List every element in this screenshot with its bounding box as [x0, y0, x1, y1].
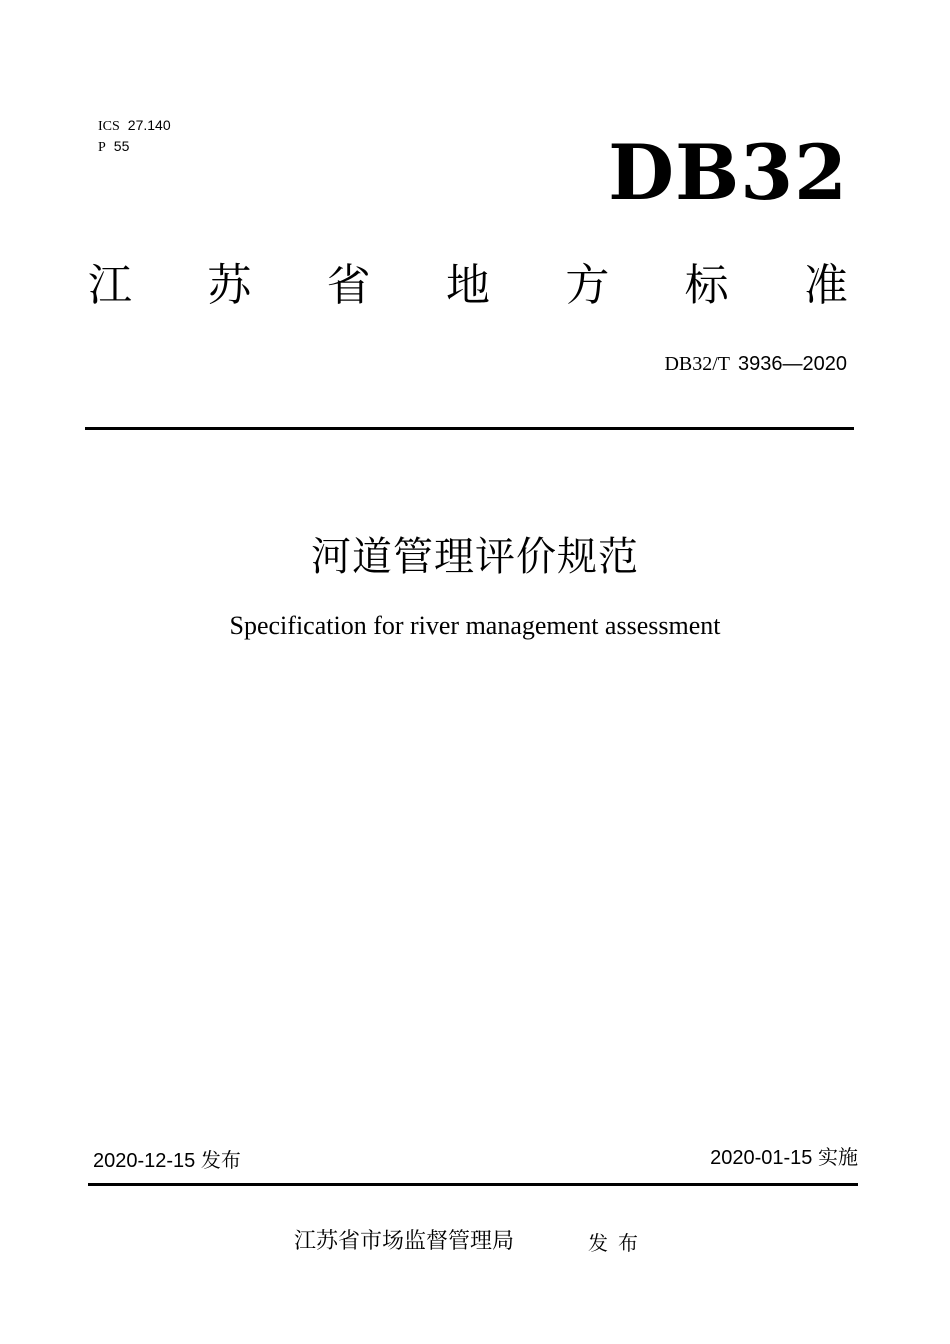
standard-number-prefix: DB32/T [664, 353, 731, 375]
standard-type-char: 标 [684, 260, 729, 311]
standard-type-heading [88, 258, 848, 314]
standard-number-value: 3936—2020 [738, 353, 847, 375]
standard-type-char: 省 [326, 260, 371, 311]
header-divider [85, 427, 854, 430]
ics-value: 27.140 [127, 117, 171, 133]
issue-label: 发布 [588, 1231, 648, 1255]
document-title-english: Specification for river management assessment [229, 611, 721, 640]
standard-code-logo: DB32 [608, 128, 848, 217]
issue-date: 2020-12-15 发布 [93, 1150, 241, 1172]
standard-type-char: 准 [803, 260, 848, 311]
standard-number [664, 350, 847, 377]
ccs-value: 55 [113, 138, 130, 154]
standard-type-char: 江 [88, 260, 132, 311]
ics-classification [98, 116, 171, 136]
standard-type-char: 苏 [207, 260, 252, 311]
document-title: 河道管理评价规范 [311, 534, 639, 580]
ccs-label: P [98, 140, 106, 155]
ics-label: ICS [98, 119, 120, 134]
standard-type-char: 地 [445, 260, 490, 311]
standard-type-char: 方 [565, 260, 610, 311]
footer-divider [88, 1183, 858, 1186]
issuing-authority: 江苏省市场监督管理局 [294, 1229, 515, 1254]
effective-date: 2020-01-15 实施 [710, 1147, 858, 1169]
ccs-classification [98, 137, 129, 157]
